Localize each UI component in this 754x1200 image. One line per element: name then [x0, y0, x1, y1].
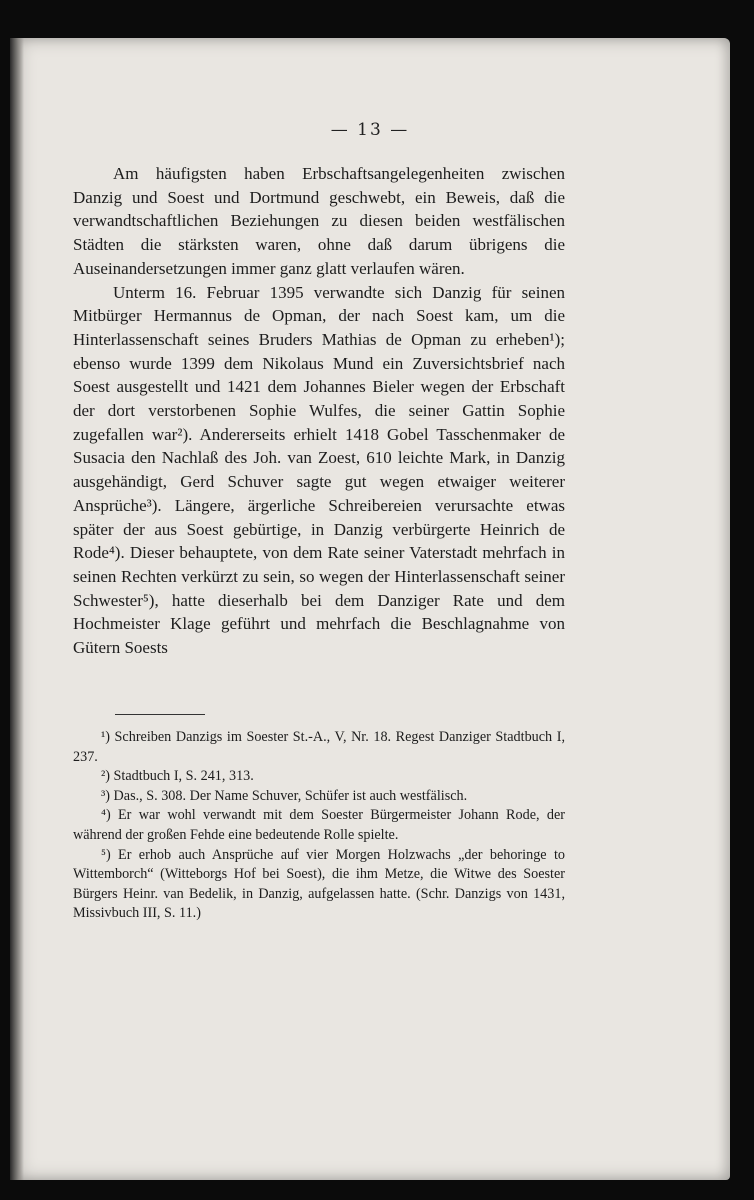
main-text	[73, 162, 565, 660]
page-number: — 13 —	[330, 120, 410, 140]
page-gutter-shadow	[10, 38, 24, 1180]
footnote-3: ³) Das., S. 308. Der Name Schuver, Schüfer ist auch westfälisch.	[101, 787, 468, 804]
paragraph-1: Am häufigsten haben Erbschaftsangelegenheiten zwischen Danzig und Soest und Dortmund geschwebt, ein Beweis, daß die verwandtschaftlichen Beziehungen zu diesen beiden westfälischen Städten die stärksten waren, ohne daß darum übrigens die Auseinandersetzungen immer ganz glatt verlaufen wären.	[73, 164, 565, 278]
footnote-4: ⁴) Er war wohl verwandt mit dem Soester Bürgermeister Johann Rode, der während der großen Fehde eine bedeutende Rolle spielte.	[73, 807, 565, 843]
footnote-1: ¹) Schreiben Danzigs im Soester St.-A., V, Nr. 18. Regest Danziger Stadtbuch I, 237.	[73, 729, 565, 765]
footnote-5: ⁵) Er erhob auch Ansprüche auf vier Morgen Holzwachs „der behoringe to Wittemborch“ (Witteborgs Hof bei Soest), die ihm Metze, die Witwe des Soester Bürgers Heinr. van Bedelik, in Danzig, aufgelassen hatte. (Schr. Danzigs von 1431, Missivbuch III, S. 11.)	[73, 846, 565, 922]
paragraph-2: Unterm 16. Februar 1395 verwandte sich Danzig für seinen Mitbürger Hermannus de Opman, der nach Soest kam, um die Hinterlassenschaft seines Bruders Mathias de Opman zu erheben¹); ebenso wurde 1399 dem Nikolaus Mund ein Zuversichtsbrief nach Soest ausgestellt und 1421 dem Johannes Bieler wegen der Erbschaft der dort verstorbenen Sophie Wulfes, die seiner Gattin Sophie zugefallen war²). Andererseits erhielt 1418 Gobel Tasschenmaker de Susacia den Nachlaß des Joh. van Zoest, 610 leichte Mark, in Danzig ausgehändigt, Gerd Schuver sagte gut wegen etwaiger weiterer Ansprüche³). Längere, ärgerliche Schreibereien verursachte etwas später der aus Soest gebürtige, in Danzig verbürgerte Heinrich de Rode⁴). Dieser behauptete, von dem Rate seiner Vaterstadt mehrfach in seinen Rechten verkürzt zu sein, so wegen der Hinterlassenschaft seiner Schwester⁵), hatte dieserhalb bei dem Danziger Rate und dem Hochmeister Klage geführt und mehrfach die Beschlagnahme von Gütern Soests	[73, 282, 565, 658]
footnote-2: ²) Stadtbuch I, S. 241, 313.	[101, 768, 254, 785]
footnotes	[73, 728, 565, 924]
book-page	[10, 38, 730, 1180]
footnote-divider	[115, 714, 205, 715]
